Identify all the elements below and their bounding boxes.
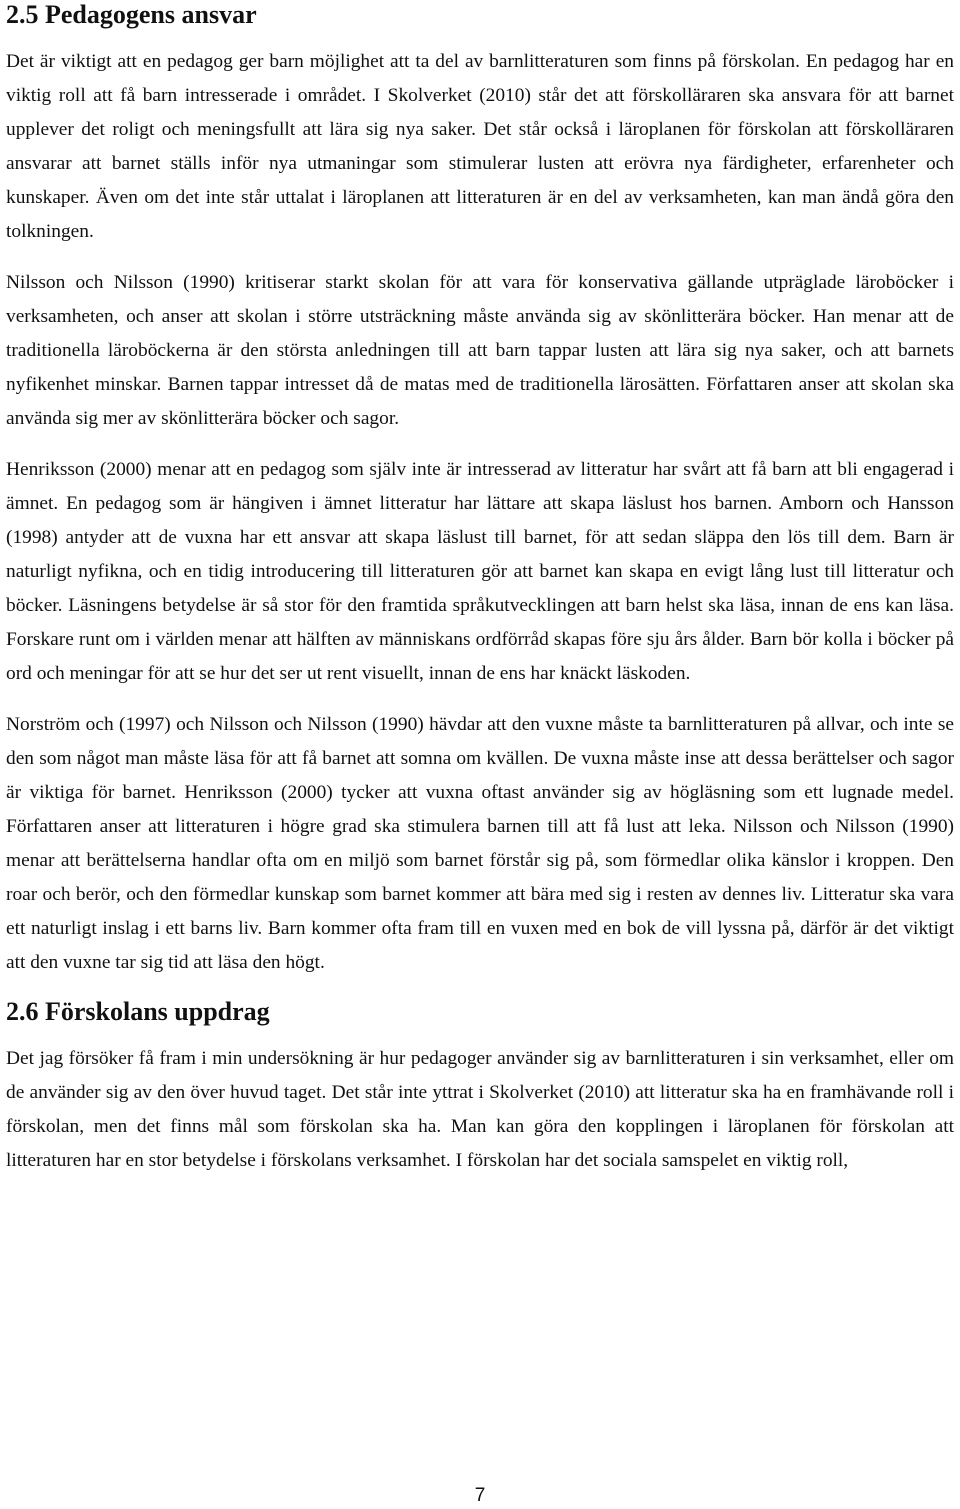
document-page — [6, 0, 954, 1178]
page-number: 7 — [474, 1485, 486, 1506]
paragraph-4: Norström och (1997) och Nilsson och Nilsson (1990) hävdar att den vuxne måste ta barnlitteraturen på allvar, och inte se den som något man måste läsa för att få barnet att somna om kvällen. De vuxna måste inse att dessa berättelser och sagor är viktiga för barnet. Henriksson (2000) tycker att vuxna oftast använder sig av högläsning som ett lugnade medel. Författaren anser att litteraturen i högre grad ska stimulera barnen till att få lust att leka. Nilsson och Nilsson (1990) menar att berättelserna handlar ofta om en miljö som barnet förstår sig på, som förmedlar olika känslor i kroppen. Den roar och berör, och den förmedlar kunskap som barnet kommer att bära med sig i resten av dennes liv. Litteratur ska vara ett naturligt inslag i ett barns liv. Barn kommer ofta fram till en vuxen med en bok de vill lyssna på, därför är det viktigt att den vuxne tar sig tid att läsa den högt. — [6, 714, 954, 973]
section-heading-pedagogens-ansvar: 2.5 Pedagogens ansvar — [6, 0, 257, 29]
paragraph-3: Henriksson (2000) menar att en pedagog som själv inte är intresserad av litteratur har svårt att få barn att bli engagerad i ämnet. En pedagog som är hängiven i ämnet litteratur har lättare att skapa läslust hos barnen. Amborn och Hansson (1998) antyder att de vuxna har ett ansvar att skapa läslust till barnet, för att sedan släppa den lös till dem. Barn är naturligt nyfikna, och en tidig introducering till litteraturen gör att barnet kan skapa en evigt lång lust till litteratur och böcker. Läsningens betydelse är så stor för den framtida språkutvecklingen att barn helst ska läsa, innan de ens kan läsa. Forskare runt om i världen menar att hälften av människans ordförråd skapas före sju års ålder. Barn bör kolla i böcker på ord och meningar för att se hur det ser ut rent visuellt, innan de ens har knäckt läskoden. — [6, 459, 954, 684]
paragraph-1: Det är viktigt att en pedagog ger barn möjlighet att ta del av barnlitteraturen som finns på förskolan. En pedagog har en viktig roll att få barn intresserade i området. I Skolverket (2010) står det att förskolläraren ska ansvara för att barnet upplever det roligt och meningsfullt att lära sig nya saker. Det står också i läroplanen för förskolan att förskolläraren ansvarar att barnet ställs inför nya utmaningar som stimulerar lusten att erövra nya färdigheter, erfarenheter och kunskaper. Även om det inte står uttalat i läroplanen att litteraturen är en del av verksamheten, kan man ändå göra den tolkningen. — [6, 51, 954, 242]
paragraph-5: Det jag försöker få fram i min undersökning är hur pedagoger använder sig av barnlitteraturen i sin verksamhet, eller om de använder sig av den över huvud taget. Det står inte yttrat i Skolverket (2010) att litteratur ska ha en framhävande roll i förskolan, men det finns mål som förskolan ska ha. Man kan göra den kopplingen i läroplanen för förskolan att litteraturen har en stor betydelse i förskolans verksamhet. I förskolan har det sociala samspelet en viktig roll, — [6, 1048, 954, 1171]
section-heading-forskolans-uppdrag: 2.6 Förskolans uppdrag — [6, 997, 270, 1026]
paragraph-2: Nilsson och Nilsson (1990) kritiserar starkt skolan för att vara för konservativa gällande utpräglade läroböcker i verksamheten, och anser att skolan i större utsträckning måste använda sig av skönlitterära böcker. Han menar att de traditionella läroböckerna är den största anledningen till att barn tappar lusten att lära sig nya saker, och att barnets nyfikenhet minskar. Barnen tappar intresset då de matas med de traditionella lärosätten. Författaren anser att skolan ska använda sig mer av skönlitterära böcker och sagor. — [6, 272, 954, 429]
